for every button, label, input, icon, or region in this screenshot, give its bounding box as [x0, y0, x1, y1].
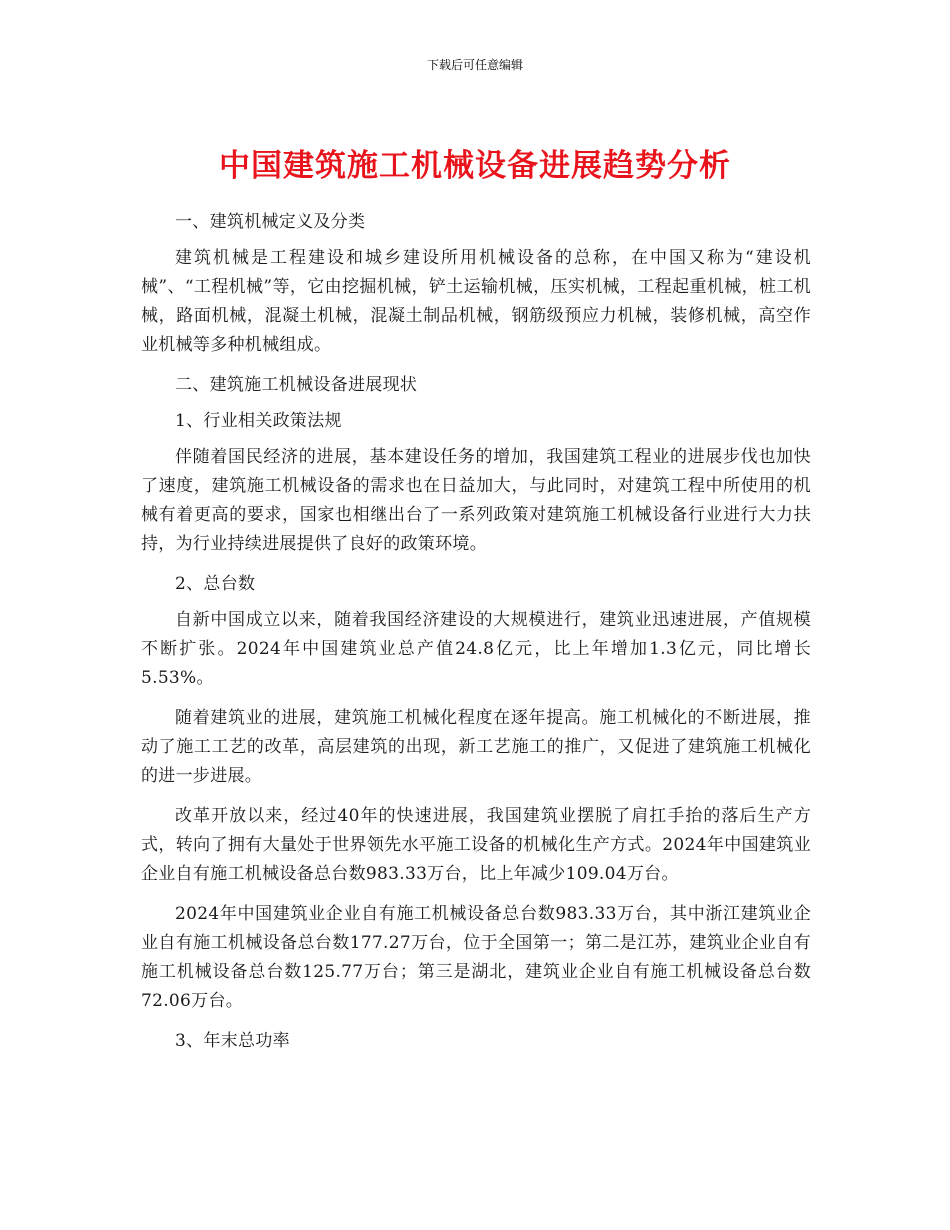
paragraph-output-value: 自新中国成立以来，随着我国经济建设的大规模进行，建筑业迅速进展，产值规模不断扩张。2024年中国建筑业总产值24.8亿元，比上年增加1.3亿元，同比增长5.53%。: [141, 610, 811, 688]
document-title: 中国建筑施工机械设备进展趋势分析: [219, 148, 731, 184]
header-note: 下载后可任意编辑: [426, 58, 523, 72]
document-body: [141, 208, 811, 1063]
paragraph-regional-ranking: 2024年中国建筑业企业自有施工机械设备总台数983.33万台，其中浙江建筑业企业自有施工机械设备总台数177.27万台，位于全国第一；第二是江苏，建筑业企业自有施工机械设备总台数125.77万台；第三是湖北，建筑业企业自有施工机械设备总台数72.06万台。: [141, 904, 811, 1011]
paragraph-policy: 伴随着国民经济的进展，基本建设任务的增加，我国建筑工程业的进展步伐也加快了速度，建筑施工机械设备的需求也在日益加大，与此同时，对建筑工程中所使用的机械有着更高的要求，国家也相继出台了一系列政策对建筑施工机械设备行业进行大力扶持，为行业持续进展提供了良好的政策环境。: [141, 447, 811, 554]
section-heading-1: 一、建筑机械定义及分类: [175, 212, 366, 232]
paragraph-definition: 建筑机械是工程建设和城乡建设所用机械设备的总称，在中国又称为“建设机械”、“工程机械”等，它由挖掘机械，铲土运输机械，压实机械，工程起重机械，桩工机械，路面机械，混凝土机械，混凝土制品机械，钢筋级预应力机械，装修机械，高空作业机械等多种机械组成。: [141, 248, 811, 355]
subsection-heading-total-count: 2、总台数: [175, 574, 256, 594]
subsection-heading-policy: 1、行业相关政策法规: [175, 411, 342, 431]
paragraph-mechanization: 随着建筑业的进展，建筑施工机械化程度在逐年提高。施工机械化的不断进展，推动了施工工艺的改革，高层建筑的出现，新工艺施工的推广，又促进了建筑施工机械化的进一步进展。: [141, 708, 811, 786]
paragraph-reform: 改革开放以来，经过40年的快速进展，我国建筑业摆脱了肩扛手抬的落后生产方式，转向了拥有大量处于世界领先水平施工设备的机械化生产方式。2024年中国建筑业企业自有施工机械设备总台数983.33万台，比上年减少109.04万台。: [141, 806, 811, 884]
subsection-heading-total-power: 3、年末总功率: [175, 1031, 290, 1051]
section-heading-2: 二、建筑施工机械设备进展现状: [175, 375, 418, 395]
